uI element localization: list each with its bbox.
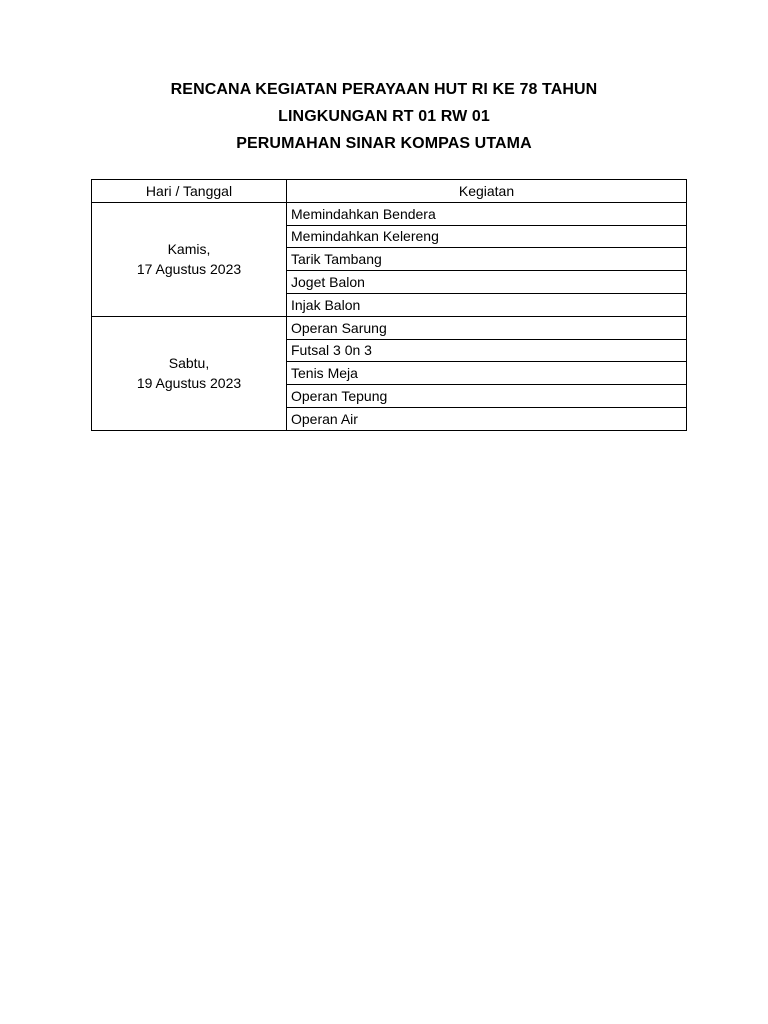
activity-cell: Futsal 3 0n 3 <box>287 339 687 362</box>
activity-cell: Operan Air <box>287 407 687 430</box>
date-cell <box>92 202 287 316</box>
header-date: Hari / Tanggal <box>92 180 287 203</box>
title-line-1: RENCANA KEGIATAN PERAYAAN HUT RI KE 78 TAHUN <box>170 81 598 98</box>
date-full: 19 Agustus 2023 <box>136 375 242 392</box>
date-day: Kamis, <box>167 241 211 258</box>
activity-cell: Operan Tepung <box>287 385 687 408</box>
activity-cell: Memindahkan Kelereng <box>287 225 687 248</box>
activity-cell: Joget Balon <box>287 271 687 294</box>
date-full: 17 Agustus 2023 <box>136 261 242 278</box>
title-line-3: PERUMAHAN SINAR KOMPAS UTAMA <box>236 135 532 152</box>
schedule-table <box>91 179 687 431</box>
activity-cell: Injak Balon <box>287 293 687 316</box>
header-row <box>92 180 687 203</box>
date-day: Sabtu, <box>168 355 210 372</box>
activity-cell: Operan Sarung <box>287 316 687 339</box>
date-cell <box>92 316 287 430</box>
activity-cell: Tarik Tambang <box>287 248 687 271</box>
document-title <box>0 76 768 157</box>
activity-cell: Tenis Meja <box>287 362 687 385</box>
table-row <box>92 202 687 225</box>
table-row <box>92 316 687 339</box>
header-activity: Kegiatan <box>287 180 687 203</box>
activity-cell: Memindahkan Bendera <box>287 202 687 225</box>
title-line-2: LINGKUNGAN RT 01 RW 01 <box>278 108 490 125</box>
